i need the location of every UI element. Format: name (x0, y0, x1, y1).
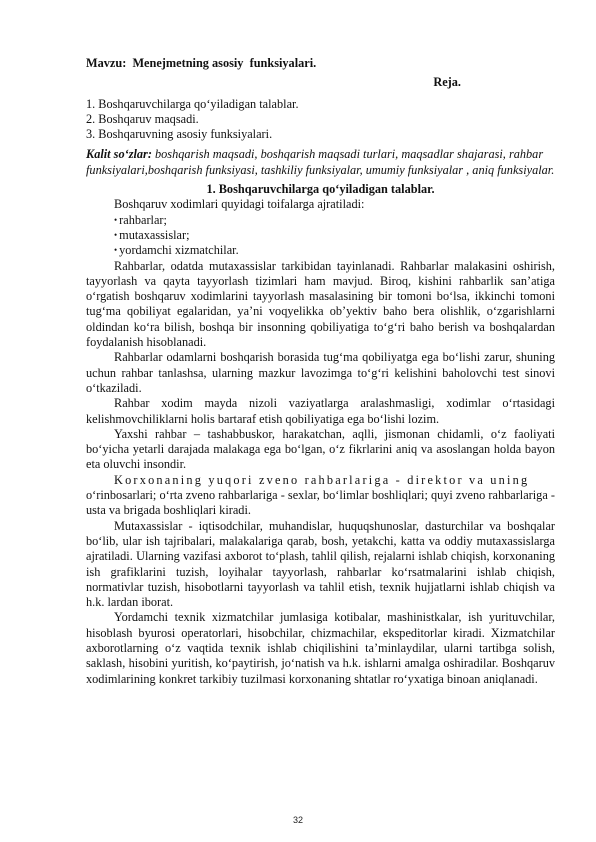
page-number: 32 (292, 815, 303, 825)
intro-text: Boshqaruv xodimlari quyidagi toifalarga ajratiladi: (114, 197, 365, 212)
list-item-text: yordamchi xizmatchilar. (119, 243, 239, 258)
bullet-icon: • (114, 229, 118, 240)
body-paragraph: Yaxshi rahbar – tashabbuskor, harakatchan, aqlli, jismonan chidamli, o‘z faoliyati bo‘yicha yetarli darajada malakaga ega bo‘lgan, o‘z fikrlarini aniq va asoslangan holda bayon eta oluvchi insondir. (86, 426, 555, 472)
list-item-text: rahbarlar; (119, 212, 167, 227)
list-item (114, 243, 555, 258)
keywords-text: boshqarish maqsadi, boshqarish maqsadi turlari, maqsadlar shajarasi, rahbar funksiyalari,boshqarish funksiyasi, tashkiliy funksiyalar, umumiy funksiyalar , aniq funksiyalar. (86, 147, 555, 177)
body-paragraph: Rahbarlar, odatda mutaxassislar tarkibidan tayinlanadi. Rahbarlar malakasini oshirish, tayyorlash va qayta tayyorlash tizimlari ham mavjud. Biroq, kishini rahbarlik san’atiga o‘rgatish boshqaruv xodimlarini tayyorlash masalasining bir tomoni bo‘lsa, ikkinchi tomoni tug‘ma qobiliyat egalaridan, ya’ni voqyelikka ob’yektiv baho bera olishlik, o‘zgarishlarni oldindan ko‘ra bilish, boshqa bir insonning qobiliyatiga to‘g‘ri baho berish va boshqalardan foydalanish hisoblanadi. (86, 258, 555, 350)
list-item-text: mutaxassislar; (119, 227, 190, 242)
body-paragraph-continuation: o‘rinbosarlari; o‘rta zveno rahbarlariga - sexlar, bo‘limlar boshliqlari; quyi zveno rahbarlariga - usta va brigada boshliqlari kiradi. (86, 488, 555, 518)
topic-heading: Mavzu: Menejmetning asosiy funksiyalari. (86, 56, 317, 70)
list-item (114, 213, 555, 228)
body-paragraph: Rahbarlar odamlarni boshqarish borasida tug‘ma qobiliyatga ega bo‘lishi zarur, shuning uchun rahbar tanlashsa, ularning mazkur lavozimga to‘g‘ri kelishini baholovchi test sinovi o‘tkaziladi. (86, 350, 555, 395)
body-paragraph: Rahbar xodim mayda nizoli vaziyatlarga aralashmasligi, xodimlar o‘rtasidagi kelishmovchiliklarni holis bartaraf etish qobiliyatiga ega bo‘lishi lozim. (86, 396, 555, 426)
list-item (114, 228, 555, 243)
body-paragraph-spaced-line: Korxonaning yuqori zveno rahbarlariga - direktor va uning (114, 472, 530, 487)
plan-item: 3. Boshqaruvning asosiy funksiyalari. (86, 127, 273, 142)
page-content (86, 56, 555, 687)
body-paragraph: Mutaxassislar - iqtisodchilar, muhandislar, huquqshunoslar, dasturchilar va boshqalar bo‘lib, ular ish tajribalari, malakalariga qarab, bosh, yetakchi, katta va oddiy mutaxassislarga ajratiladi. Ularning vazifasi axborot to‘plash, tahlil qilish, rejalarni ishlab chiqish, korxonaning ish grafiklarini tuzish, loyihalar tayyorlash, rahbarlar ko‘rsatmalarini ishlab chiqish, normativlar tuzish, hisobotlarni tayyorlash va tahlil etish, texnik hujjatlarni ishlab chiqish va h.k. lardan iborat. (86, 518, 555, 610)
section-title: 1. Boshqaruvchilarga qo‘yiladigan talablar. (206, 182, 435, 197)
plan-item: 2. Boshqaruv maqsadi. (86, 111, 199, 126)
plan-title: Reja. (433, 75, 461, 90)
plan-item: 1. Boshqaruvchilarga qo‘yiladigan talablar. (86, 96, 299, 111)
body-paragraph: Yordamchi texnik xizmatchilar jumlasiga kotibalar, mashinistkalar, ish yurituvchilar, hisoblash byurosi operatorlari, hisobchilar, chizmachilar, ekspeditorlar kiradi. Xizmatchilar axborotlarning o‘z vaqtida texnik ishlab chiqilishini ta’minlaydilar, ularni tartibga solish, saklash, hisobini yuritish, ko‘paytirish, jo‘natish va h.k. ishlarni amalga oshiradilar. Boshqaruv xodimlarining konkret tarkibiy tuzilmasi korxonaning shtatlar ro‘yxatiga binoan aniqlanadi. (86, 610, 555, 686)
bullet-icon: • (114, 214, 118, 225)
keywords-paragraph (86, 147, 555, 178)
keywords-label: Kalit so‘zlar: (86, 147, 152, 162)
bullet-icon: • (114, 245, 118, 256)
